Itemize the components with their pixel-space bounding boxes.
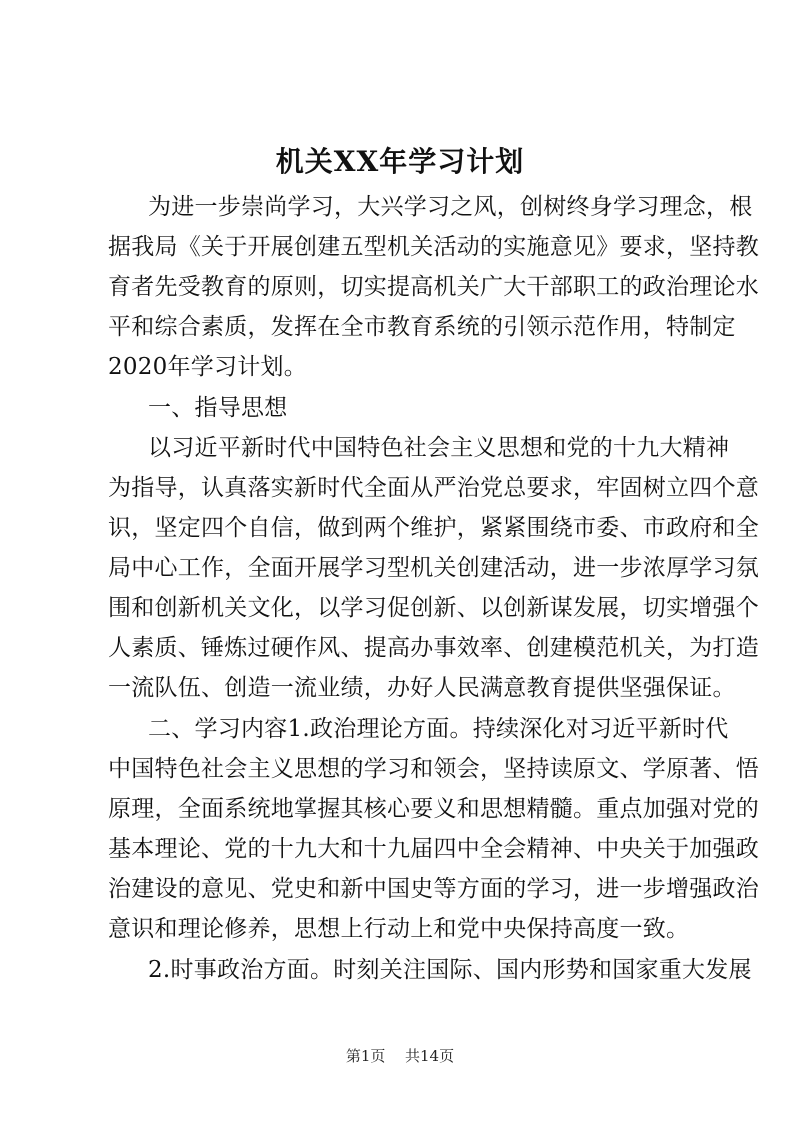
section-heading: 一、指导思想 xyxy=(148,395,288,421)
page-footer xyxy=(0,1046,800,1066)
body-line: 2020年学习计划。 xyxy=(108,354,308,380)
page-number: 第1页 xyxy=(345,1047,386,1065)
body-line: 围和创新机关文化，以学习促创新、以创新谋发展，切实增强个 xyxy=(108,595,759,621)
document-title: 机关XX年学习计划 xyxy=(275,145,525,178)
body-line: 2.时事政治方面。时刻关注国际、国内形势和国家重大发展 xyxy=(148,957,752,983)
body-line: 人素质、锤炼过硬作风、提高办事效率、创建模范机关，为打造 xyxy=(108,635,759,661)
body-line: 为指导，认真落实新时代全面从严治党总要求，牢固树立四个意 xyxy=(108,475,759,501)
body-line: 治建设的意见、党史和新中国史等方面的学习，进一步增强政治 xyxy=(108,876,759,902)
body-line: 一流队伍、创造一流业绩，办好人民满意教育提供坚强保证。 xyxy=(108,675,736,701)
body-line: 以习近平新时代中国特色社会主义思想和党的十九大精神 xyxy=(148,435,730,461)
page-total: 共14页 xyxy=(405,1047,455,1065)
body-line: 平和综合素质，发挥在全市教育系统的引领示范作用，特制定 xyxy=(108,314,736,340)
body-line: 识，坚定四个自信，做到两个维护，紧紧围绕市委、市政府和全 xyxy=(108,515,759,541)
body-line: 为进一步崇尚学习，大兴学习之风，创树终身学习理念，根 xyxy=(148,194,753,220)
body-line: 育者先受教育的原则，切实提高机关广大干部职工的政治理论水 xyxy=(108,274,759,300)
body-line: 据我局《关于开展创建五型机关活动的实施意见》要求，坚持教 xyxy=(108,234,759,260)
body-line: 意识和理论修养，思想上行动上和党中央保持高度一致。 xyxy=(108,916,690,942)
section-heading: 二、学习内容1.政治理论方面。持续深化对习近平新时代 xyxy=(148,716,729,742)
body-line: 局中心工作，全面开展学习型机关创建活动，进一步浓厚学习氛 xyxy=(108,555,759,581)
body-line: 基本理论、党的十九大和十九届四中全会精神、中央关于加强政 xyxy=(108,836,759,862)
body-line: 原理，全面系统地掌握其核心要义和思想精髓。重点加强对党的 xyxy=(108,796,759,822)
body-line: 中国特色社会主义思想的学习和领会，坚持读原文、学原著、悟 xyxy=(108,756,759,782)
